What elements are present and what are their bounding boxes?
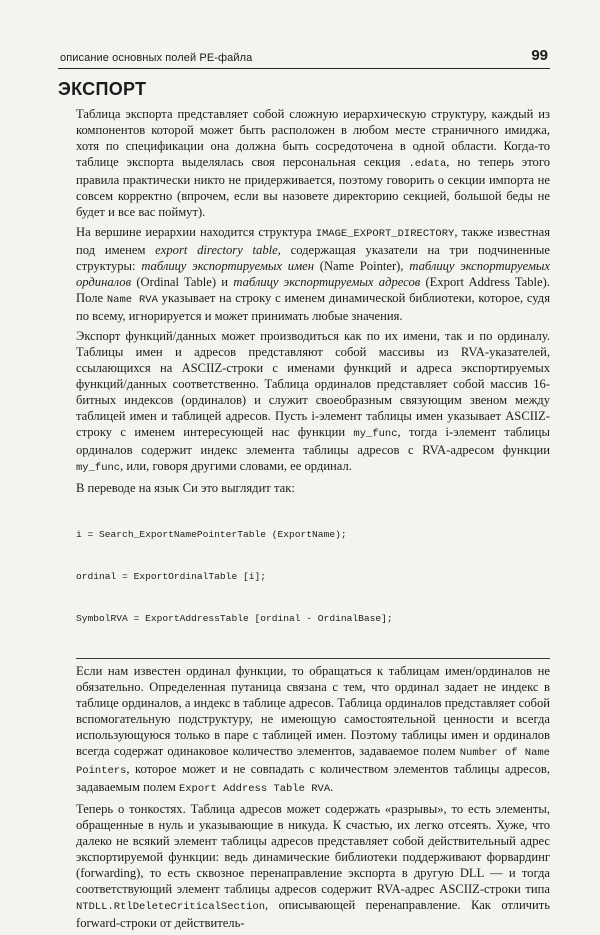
page-number: 99 (531, 47, 548, 64)
paragraph-export-directory: На вершине иерархии находится структура IMAGE_EXPORT_DIRECTORY, также известная под именем export directory table, содержащая указатели на три подчиненные структуры: таблицу экспортируемых имен (Name Pointer), таблицу экспортируемых ординалов (Ordinal Table) и таблицу экспортируемых адресов (Export Address Table). Поле Name RVA указывает на строку с именем динамической библиотеки, которое, судя по всему, игнорируется и может принимать любые значения. (76, 225, 551, 323)
inline-code-ntdll: NTDLL.RtlDeleteCriticalSection (76, 901, 266, 913)
term-ordinals-table: таблицу экспортируемых ординалов (76, 259, 551, 289)
inline-code-struct: IMAGE_EXPORT_DIRECTORY (315, 228, 455, 240)
inline-code-eat-rva: Export Address Table RVA (178, 783, 331, 795)
inline-code-num-name-pointers: Number of Name Pointers (76, 747, 550, 777)
code-listing (76, 500, 550, 659)
inline-code-my-func: my_func (353, 428, 398, 440)
term-names-table: таблицу экспортируемых имен (141, 259, 314, 273)
inline-code-name-rva: Name RVA (106, 294, 158, 306)
inline-code-edata: .edata (408, 158, 447, 170)
paragraph-subtleties: Теперь о тонкостях. Таблица адресов может содержать «разрывы», то есть элементы, обращенные в нуль и указывающие в никуда. К счастью, их легко отсеять. Хуже, что далеко не всякий элемент таблицы адресов представляет собой действительный адрес экспортируемой функции: ведь динамические библиотеки поддерживают форвардинг (forwarding), то есть сквозное перенаправление экспорта в другую DLL — и тогда соответствующий элемент таблицы адресов содержит RVA-адрес ASCIIZ-строки типа NTDLL.RtlDeleteCriticalSection, описывающей перенаправление. Как отличить forward-строки от действитель- (76, 802, 550, 930)
paragraph-export-by-name-ordinal: Экспорт функций/данных может производиться как по их имени, так и по ординалу. Таблицы имен и адресов представляют собой массивы из RVA-указателей, ссылающихся на ASCIIZ-строки с именами функций и адреса экспортируемых функций/данных соответственно. Таблица ординалов представляет собой массив 16-битных индексов (ординалов) и служит своеобразным связующим звеном между таблицей имен и таблицей адресов. Пусть i-элемент таблицы имен указывает ASCIIZ-строку с именем интересующей нас функции my_func, тогда i-элемент таблицы ординалов содержит индекс элемента таблицы адресов с RVA-адресом функции my_func, или, говоря другими словами, ее ординал. (76, 329, 550, 474)
term-export-directory: export directory table (155, 243, 278, 257)
code-line: i = Search_ExportNamePointerTable (ExportName); (76, 529, 347, 540)
inline-code-my-func: my_func (76, 462, 121, 474)
paragraph-c-translation: В переводе на язык Си это выглядит так: (76, 481, 295, 495)
body-text (76, 106, 550, 935)
running-header (58, 46, 550, 69)
paragraph-known-ordinal: Если нам известен ординал функции, то обращаться к таблицам имен/ординалов не обязательно. Определенная путаница связана с тем, что ординал задает не индекс в таблице ординалов, а индекс в таблице адресов. Таблица ординалов представляет собой вспомогательную подструктуру, не имеющую самостоятельной ценности и всегда использующуюся только в паре с таблицей имен. Поэтому таблицы имен и ординалов всегда содержат одинаковое количество элементов, задаваемое полем Number of Name Pointers, которое может и не совпадать с количеством элементов таблицы адресов, задаваемым полем Export Address Table RVA. (76, 664, 550, 795)
code-line: ordinal = ExportOrdinalTable [i]; (76, 571, 266, 582)
paragraph-export-table-intro: Таблица экспорта представляет собой сложную иерархическую структуру, каждый из компонентов которой может быть расположен в любом месте страничного имиджа, хотя по спецификации она должна быть сосредоточена в одной области. Когда-то таблице экспорта выделялась своя персональная секция .edata, но теперь этого правила практически никто не придерживается, поэтому говорить о секции импорта не совсем корректно (впрочем, если вы назовете директорию секцией, большой беды не будет и все вас поймут). (76, 107, 550, 219)
term-addresses-table: таблицу экспортируемых адресов (233, 275, 421, 289)
running-title: описание основных полей PE-файла (60, 52, 253, 64)
section-heading: ЭКСПОРТ (58, 79, 147, 99)
code-line: SymbolRVA = ExportAddressTable [ordinal - OrdinalBase]; (76, 613, 393, 624)
